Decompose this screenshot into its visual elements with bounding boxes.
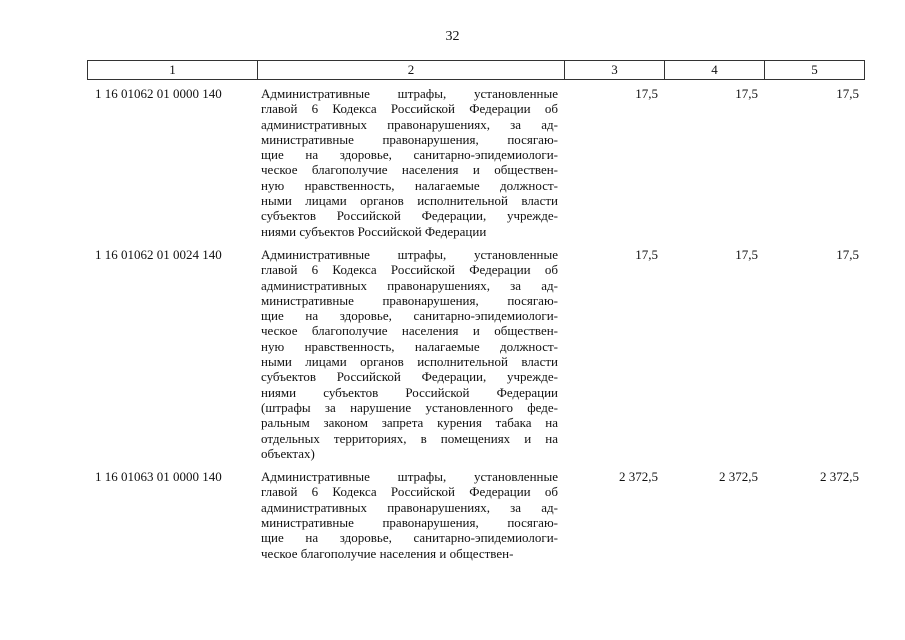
description-line: Административные штрафы, установленные [261, 86, 558, 101]
description-line: ную нравственность, налагаемые должност- [261, 338, 558, 354]
description-line: щие на здоровье, санитарно-эпидемиологи- [261, 530, 558, 546]
description-line: ниями субъектов Российской Федерации [261, 384, 558, 400]
description-line: ными лицами органов исполнительной власти [261, 354, 558, 370]
description [257, 86, 564, 239]
description-line: административных правонарушениях, за ад- [261, 116, 558, 132]
amount-col-3: 17,5 [635, 86, 658, 101]
amount-col-5: 17,5 [836, 246, 859, 262]
header-col-5: 5 [811, 62, 818, 77]
description-line: Административные штрафы, установленные [261, 469, 558, 485]
description-line: главой 6 Кодекса Российской Федерации об [261, 101, 558, 117]
description [257, 469, 564, 561]
table-row [87, 86, 865, 239]
description-line: субъектов Российской Федерации, учрежде- [261, 208, 558, 224]
table-row [87, 247, 865, 461]
description-line: щие на здоровье, санитарно-эпидемиологи- [261, 308, 558, 324]
page-number: 32 [445, 29, 460, 44]
description-line: министративные правонарушения, посягаю- [261, 292, 558, 308]
description-line: ную нравственность, налагаемые должност- [261, 177, 558, 193]
budget-code: 1 16 01062 01 0024 140 [95, 246, 222, 262]
amount-col-4: 17,5 [735, 246, 758, 262]
table-body [87, 86, 865, 569]
amount-col-5: 2 372,5 [820, 469, 859, 485]
table-header [87, 60, 865, 80]
description-line: административных правонарушениях, за ад- [261, 277, 558, 293]
description-line: ниями субъектов Российской Федерации [261, 223, 487, 239]
table-row [87, 469, 865, 561]
description-line: главой 6 Кодекса Российской Федерации об [261, 262, 558, 278]
description-line: министративные правонарушения, посягаю- [261, 515, 558, 531]
description-line: ными лицами органов исполнительной власти [261, 193, 558, 209]
header-col-3: 3 [565, 61, 665, 79]
description-line: Административные штрафы, установленные [261, 246, 558, 262]
description-line: административных правонарушениях, за ад- [261, 499, 558, 515]
description-line: ральным законом запрета курения табака на [261, 415, 558, 431]
description-line: отдельных территориях, в помещениях и на [261, 430, 558, 446]
amount-col-5: 17,5 [836, 86, 859, 101]
amount-col-3: 2 372,5 [619, 469, 658, 485]
budget-code: 1 16 01062 01 0000 140 [95, 86, 222, 101]
budget-code: 1 16 01063 01 0000 140 [95, 469, 222, 485]
amount-col-4: 2 372,5 [719, 469, 758, 485]
description-line: ческое благополучие населения и обществен- [261, 162, 558, 178]
description [257, 247, 564, 461]
amount-col-3: 17,5 [635, 246, 658, 262]
header-col-2: 2 [258, 61, 565, 79]
description-line: главой 6 Кодекса Российской Федерации об [261, 484, 558, 500]
description-line: (штрафы за нарушение установленного феде- [261, 399, 558, 415]
description-line: министративные правонарушения, посягаю- [261, 131, 558, 147]
description-line: ческое благополучие населения и обществен- [261, 323, 558, 339]
description-line: субъектов Российской Федерации, учрежде- [261, 369, 558, 385]
description-line: щие на здоровье, санитарно-эпидемиологи- [261, 147, 558, 163]
header-col-4: 4 [665, 61, 765, 79]
description-line: ческое благополучие населения и обществен- [261, 545, 514, 561]
header-col-1: 1 [88, 61, 258, 79]
description-line: объектах) [261, 445, 315, 461]
amount-col-4: 17,5 [735, 86, 758, 101]
